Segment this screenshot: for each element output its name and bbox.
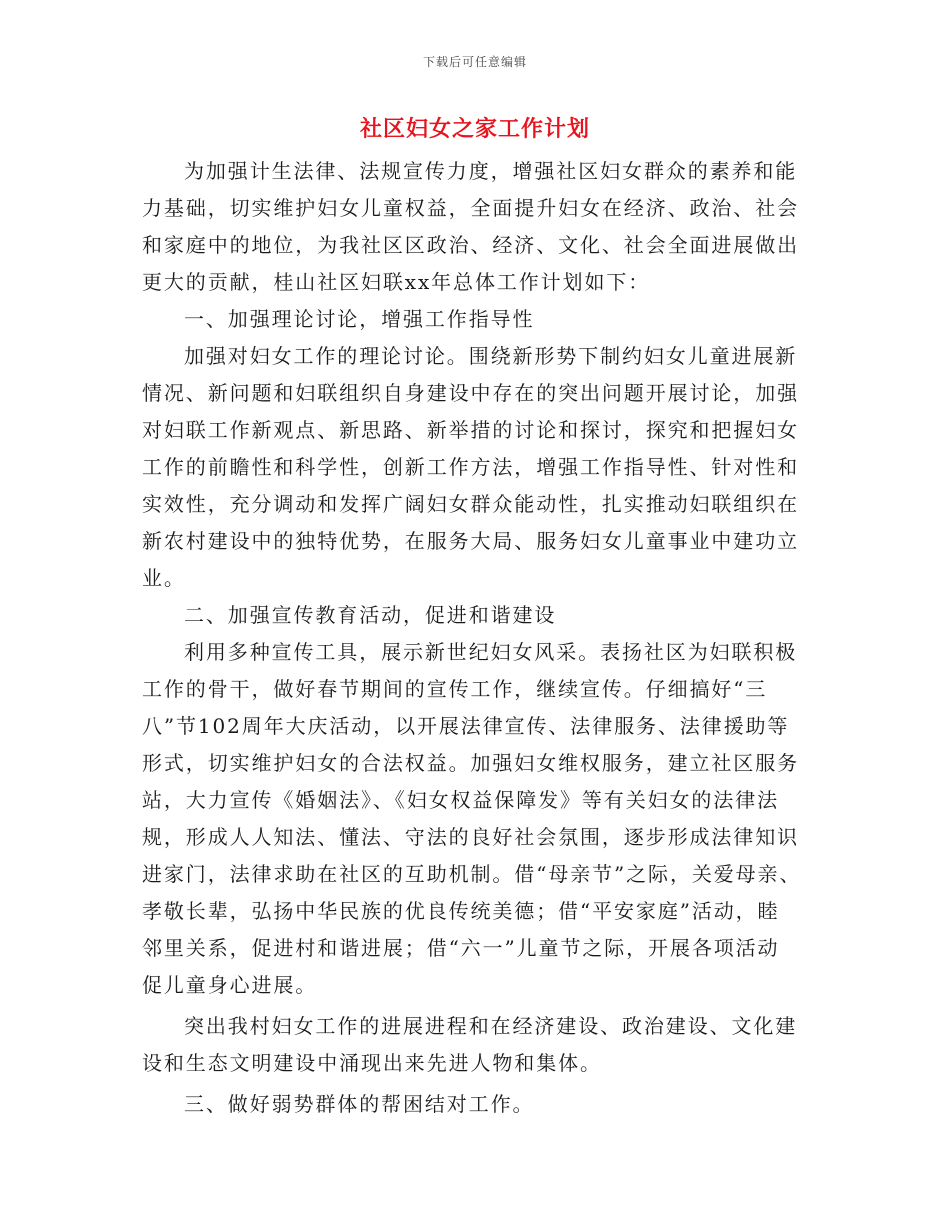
paragraph-line: 更大的贡献，桂山社区妇联xx年总体工作计划如下：	[142, 270, 651, 294]
paragraph-line: 站，大力宣传《婚姻法》、《妇女权益保障发》等有关妇女的法律法	[142, 788, 779, 812]
paragraph-line: 实效性，充分调动和发挥广阔妇女群众能动性，扎实推动妇联组织在	[142, 492, 799, 516]
paragraph-line: 业。	[142, 566, 186, 590]
document-body	[142, 153, 812, 1123]
paragraph-line: 利用多种宣传工具，展示新世纪妇女风采。表扬社区为妇联积极	[184, 640, 798, 664]
paragraph-line: 加强对妇女工作的理论讨论。围绕新形势下制约妇女儿童进展新	[184, 344, 798, 368]
paragraph-line: 工作的前瞻性和科学性，创新工作方法，增强工作指导性、针对性和	[142, 455, 799, 479]
paragraph-line: 新农村建设中的独特优势，在服务大局、服务妇女儿童事业中建功立	[142, 529, 799, 553]
page-title: 社区妇女之家工作计划	[359, 116, 590, 142]
paragraph-line: 八”节102周年大庆活动，以开展法律宣传、法律服务、法律援助等	[142, 714, 790, 738]
paragraph-line: 对妇联工作新观点、新思路、新举措的讨论和探讨，探究和把握妇女	[142, 418, 799, 442]
section-heading: 一、加强理论讨论，增强工作指导性	[184, 307, 535, 331]
paragraph-line: 设和生态文明建设中涌现出来先进人物和集体。	[142, 1051, 602, 1075]
header-note: 下载后可任意编辑	[422, 55, 527, 69]
paragraph-line: 孝敬长辈，弘扬中华民族的优良传统美德；借“平安家庭”活动，睦	[142, 899, 780, 923]
section-heading: 二、加强宣传教育活动，促进和谐建设	[184, 603, 557, 627]
paragraph-line: 力基础，切实维护妇女儿童权益，全面提升妇女在经济、政治、社会	[142, 196, 799, 220]
paragraph-line: 突出我村妇女工作的进展进程和在经济建设、政治建设、文化建	[184, 1014, 798, 1038]
section-heading: 三、做好弱势群体的帮困结对工作。	[184, 1092, 535, 1116]
paragraph-line: 情况、新问题和妇联组织自身建设中存在的突出问题开展讨论，加强	[142, 381, 799, 405]
paragraph-line: 规，形成人人知法、懂法、守法的良好社会氛围，逐步形成法律知识	[142, 825, 799, 849]
paragraph-line: 促儿童身心进展。	[142, 973, 318, 997]
paragraph-line: 进家门，法律求助在社区的互助机制。借“母亲节”之际，关爱母亲、	[142, 862, 802, 886]
paragraph-line: 和家庭中的地位，为我社区区政治、经济、文化、社会全面进展做出	[142, 233, 799, 257]
paragraph-line: 形式，切实维护妇女的合法权益。加强妇女维权服务，建立社区服务	[142, 751, 799, 775]
paragraph-line: 工作的骨干，做好春节期间的宣传工作，继续宣传。仔细搞好“三	[142, 677, 768, 701]
paragraph-line: 为加强计生法律、法规宣传力度，增强社区妇女群众的素养和能	[184, 159, 798, 183]
paragraph-line: 邻里关系，促进村和谐进展；借“六一”儿童节之际，开展各项活动	[142, 936, 780, 960]
